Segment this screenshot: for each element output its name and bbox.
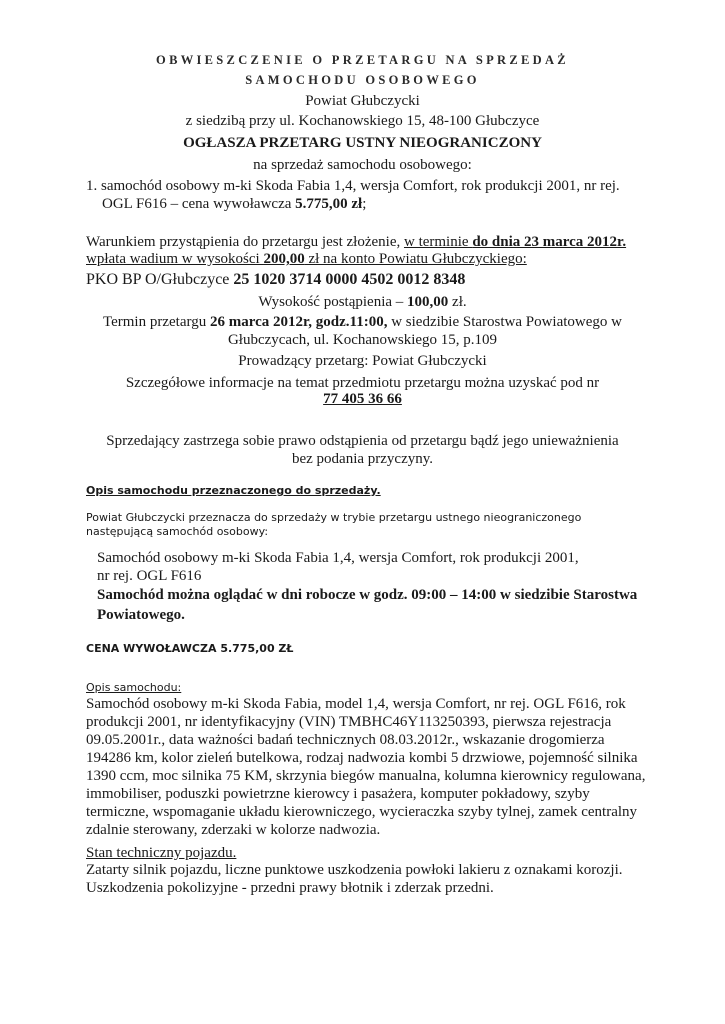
details-line: 1390 ccm, moc silnika 75 KM, skrzynia biegów manualna, kolumna kierownicy regulowana, bbox=[86, 768, 646, 784]
technical-condition-line-2: Uszkodzenia pokolizyjne - przedni prawy błotnik i zderzak przedni. bbox=[86, 880, 494, 896]
reservation-line-1: Sprzedający zastrzega sobie prawo odstąpienia od przetargu bądź jego unieważnienia bbox=[106, 433, 619, 449]
technical-condition-label: Stan techniczny pojazdu. bbox=[86, 845, 237, 861]
viewing-info-line-1: Samochód można oglądać w dni robocze w godz. 09:00 – 14:00 w siedzibie Starostwa bbox=[97, 587, 638, 603]
bid-increment-value: 100,00 bbox=[407, 294, 449, 310]
auction-date-line-2: Głubczycach, ul. Kochanowskiego 15, p.109 bbox=[227, 332, 498, 348]
viewing-info-line-2: Powiatowego. bbox=[97, 607, 185, 623]
item-1-price-label: OGL F616 – cena wywoławcza bbox=[102, 196, 296, 212]
item-1-line-2 bbox=[102, 195, 366, 214]
conditions-deadline bbox=[404, 234, 626, 250]
deposit-label: wpłata wadium w wysokości bbox=[86, 251, 264, 267]
details-line: 09.05.2001r., data ważności badań technicznych 08.03.2012r., wskazanie drogomierza bbox=[86, 732, 605, 748]
item-1-suffix: ; bbox=[362, 196, 367, 212]
auction-conductor: Prowadzący przetarg: Powiat Głubczycki bbox=[238, 353, 487, 369]
organization-address: z siedzibą przy ul. Kochanowskiego 15, 48-100 Głubczyce bbox=[185, 113, 540, 129]
announcement-heading: OGŁASZA PRZETARG USTNY NIEOGRANICZONY bbox=[183, 135, 542, 151]
title-line-1: OBWIESZCZENIE O PRZETARGU NA SPRZEDAŻ bbox=[156, 53, 569, 67]
bank-account bbox=[86, 270, 465, 289]
auction-date-label: Termin przetargu bbox=[102, 314, 210, 330]
details-label: Opis samochodu: bbox=[86, 681, 182, 694]
details-line: zdalnie sterowany, zderzaki w kolorze nadwozia. bbox=[86, 822, 381, 838]
car-line-1: Samochód osobowy m-ki Skoda Fabia 1,4, wersja Comfort, rok produkcji 2001, bbox=[97, 550, 579, 566]
item-1-price: 5.775,00 zł bbox=[295, 196, 363, 212]
details-line: termiczne, wspomaganie układu kierowniczego, wycieraczka szyby tylnej, zamek centralny bbox=[86, 804, 638, 820]
conditions-deadline-label: w terminie bbox=[403, 234, 473, 250]
auction-date-line-1 bbox=[0, 313, 725, 332]
info-line: Szczegółowe informacje na temat przedmiotu przetargu można uzyskać pod nr bbox=[125, 375, 600, 391]
title-line-2: SAMOCHODU OSOBOWEGO bbox=[245, 73, 480, 87]
phone-number: 77 405 36 66 bbox=[323, 391, 402, 407]
car-line-2: nr rej. OGL F616 bbox=[97, 568, 202, 584]
description-intro-line-1: Powiat Głubczycki przeznacza do sprzedaży w trybie przetargu ustnego nieograniczonego bbox=[86, 511, 582, 524]
starting-price-heading: CENA WYWOŁAWCZA 5.775,00 ZŁ bbox=[86, 642, 294, 655]
deposit-account-label: zł na konto Powiatu Głubczyckiego: bbox=[304, 251, 527, 267]
reservation-line-2: bez podania przyczyny. bbox=[291, 451, 434, 467]
auction-location: w siedzibie Starostwa Powiatowego w bbox=[387, 314, 622, 330]
subject-line: na sprzedaż samochodu osobowego: bbox=[253, 157, 472, 173]
conditions-line-2 bbox=[86, 250, 527, 269]
technical-condition-line-1: Zatarty silnik pojazdu, liczne punktowe uszkodzenia powłoki lakieru z oznakami korozji. bbox=[86, 862, 623, 878]
details-line: immobiliser, poduszki powietrzne kierowcy i pasażera, komputer pokładowy, szyby bbox=[86, 786, 590, 802]
description-intro-line-2: następującą samochód osobowy: bbox=[86, 525, 269, 538]
account-number: 25 1020 3714 0000 4502 0012 8348 bbox=[233, 271, 466, 288]
details-line: produkcji 2001, nr identyfikacyjny (VIN) TMBHC46Y113250393, pierwsza rejestracja bbox=[86, 714, 612, 730]
organization-name: Powiat Głubczycki bbox=[305, 93, 420, 109]
bid-increment-unit: zł. bbox=[448, 294, 467, 310]
bid-increment-label: Wysokość postąpienia – bbox=[258, 294, 408, 310]
details-line: Samochód osobowy m-ki Skoda Fabia, model 1,4, wersja Comfort, nr rej. OGL F616, rok bbox=[86, 696, 626, 712]
item-1-line-1: 1. samochód osobowy m-ki Skoda Fabia 1,4, wersja Comfort, rok produkcji 2001, nr rej. bbox=[86, 178, 620, 194]
bid-increment bbox=[0, 293, 725, 312]
conditions-text: Warunkiem przystąpienia do przetargu jest złożenie, bbox=[86, 234, 404, 250]
deposit-amount: 200,00 bbox=[263, 251, 305, 267]
description-heading: Opis samochodu przeznaczonego do sprzedaży. bbox=[86, 484, 381, 497]
conditions-deadline-date: do dnia 23 marca 2012r. bbox=[472, 234, 627, 250]
auction-date: 26 marca 2012r, godz.11:00, bbox=[209, 314, 388, 330]
details-line: 194286 km, kolor zieleń butelkowa, rodzaj nadwozia kombi 5 drzwiowe, pojemność silnika bbox=[86, 750, 638, 766]
bank-name: PKO BP O/Głubczyce bbox=[86, 271, 234, 288]
